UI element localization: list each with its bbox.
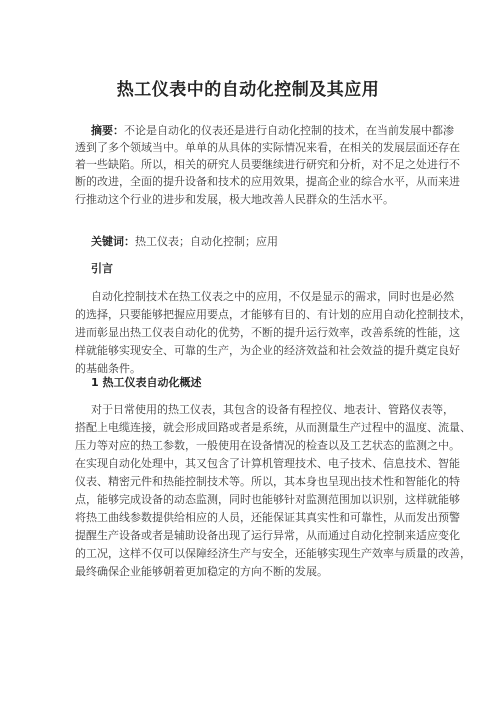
section1-line: 仪表、精密元件和热能控制技术等。所以，其本身也呈现出技术性和智能化的特 bbox=[75, 475, 460, 488]
section1-line: 在实现自动化处理中，其又包含了计算机管理技术、电子技术、信息技术、智能 bbox=[75, 457, 460, 470]
paper-title: 热工仪表中的自动化控制及其应用 bbox=[116, 80, 380, 100]
abstract-line: 着一些缺陷。所以，相关的研究人员要继续进行研究和分析，对不足之处进行不 bbox=[75, 158, 460, 171]
section1-line: 压力等对应的热工参数，一般使用在设备情况的检查以及工艺状态的监测之中。 bbox=[75, 439, 460, 452]
section1-line: 最终确保企业能够朝着更加稳定的方向不断的发展。 bbox=[75, 565, 328, 578]
intro-line: 的选择，只要能够把握应用要点，才能够有目的、有计划的应用自动化控制技术， bbox=[75, 308, 471, 321]
abstract-line: 行推动这个行业的进步和发展，极大地改善人民群众的生活水平。 bbox=[75, 193, 394, 206]
section1-line: 将热工曲线参数提供给相应的人员，还能保证其真实性和可靠性，从而发出预警 bbox=[75, 511, 460, 524]
section1-line: 对于日常使用的热工仪表，其包含的设备有程控仪、地表计、管路仪表等， bbox=[91, 403, 454, 416]
section1-line: 搭配上电缆连接，就会形成回路或者是系统，从而测量生产过程中的温度、流量、 bbox=[75, 421, 471, 434]
section1-line: 提醒生产设备或者是辅助设备出现了运行异常，从而通过自动化控制来适应变化 bbox=[75, 529, 460, 542]
section-heading-1: 1 热工仪表自动化概述 bbox=[91, 376, 202, 389]
section1-line: 点，能够完成设备的动态监测，同时也能够针对监测范围加以识别，这样就能够 bbox=[75, 493, 460, 506]
abstract-line: 透到了多个领域当中。单单的从具体的实际情况来看，在相关的发展层面还存在 bbox=[75, 141, 460, 154]
intro-line: 的基础条件。 bbox=[75, 362, 141, 375]
abstract-text: 不论是自动化的仪表还是进行自动化控制的技术，在当前发展中都渗 bbox=[124, 124, 454, 137]
intro-line: 样就能够实现安全、可靠的生产，为企业的经济效益和社会效益的提升奠定良好 bbox=[75, 344, 460, 357]
abstract-line bbox=[91, 124, 454, 138]
section-heading-intro: 引言 bbox=[91, 262, 113, 275]
intro-line: 自动化控制技术在热工仪表之中的应用，不仅是显示的需求，同时也是必然 bbox=[91, 290, 454, 303]
abstract-label: 摘要： bbox=[91, 124, 124, 137]
abstract-line: 断的改进，全面的提升设备和技术的应用效果，提高企业的综合水平，从而来进 bbox=[75, 175, 460, 188]
keywords-label: 关键词： bbox=[91, 235, 135, 248]
intro-line: 进而彰显出热工仪表自动化的优势，不断的提升运行效率，改善系统的性能，这 bbox=[75, 326, 460, 339]
section1-line: 的工况，这样不仅可以保障经济生产与安全，还能够实现生产效率与质量的改善， bbox=[75, 547, 471, 560]
keywords-text: 热工仪表；自动化控制；应用 bbox=[135, 235, 278, 248]
keywords-line bbox=[91, 235, 278, 249]
